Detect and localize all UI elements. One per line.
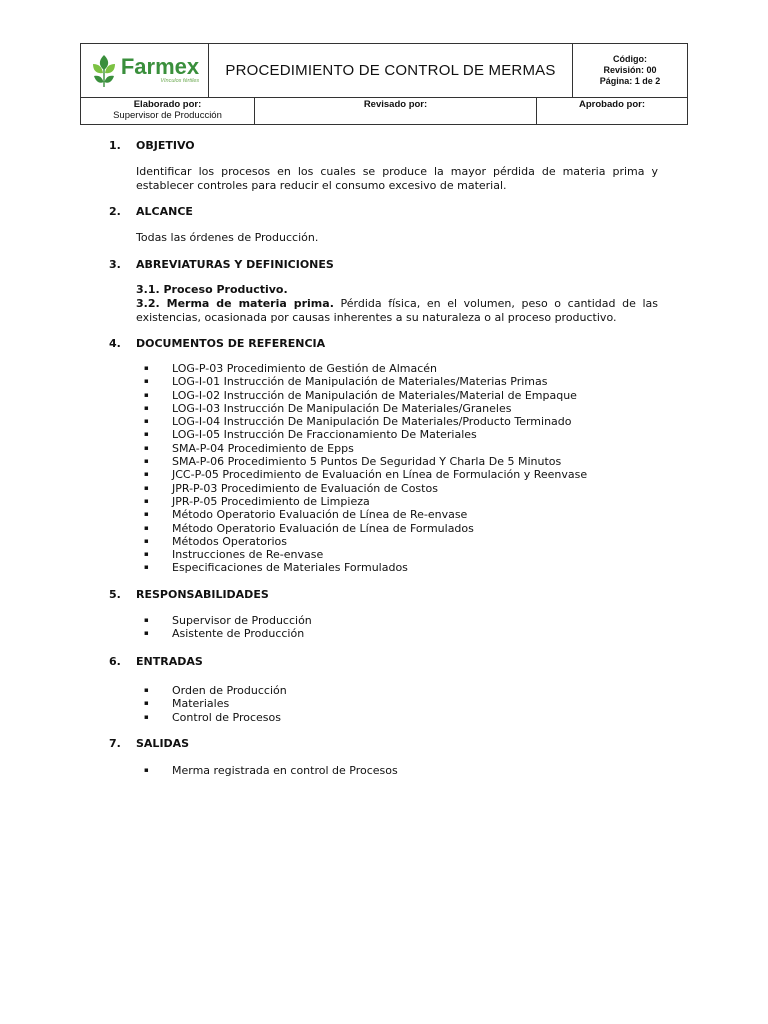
list-item-text: SMA-P-06 Procedimiento 5 Puntos De Seguridad Y Charla De 5 Minutos: [172, 455, 562, 469]
list-item-text: LOG-I-04 Instrucción De Manipulación De Materiales/Producto Terminado: [172, 415, 572, 429]
bullet-icon: ▪: [144, 712, 149, 721]
definition-merma: [136, 297, 658, 324]
list-item: [144, 764, 398, 777]
list-item-text: JPR-P-05 Procedimiento de Limpieza: [172, 494, 370, 508]
section-number: 4.: [109, 337, 121, 350]
section-title: RESPONSABILIDADES: [136, 588, 269, 601]
section-number: 6.: [109, 655, 121, 668]
list-item: [144, 495, 587, 508]
revision-label: Revisión: 00: [603, 65, 657, 75]
list-item: [144, 415, 587, 428]
elaborado-value: Supervisor de Producción: [113, 110, 222, 121]
list-item-text: SMA-P-04 Procedimiento de Epps: [172, 441, 354, 455]
bullet-icon: ▪: [144, 417, 149, 426]
aprobado-cell: [537, 98, 687, 124]
section-number: 1.: [109, 139, 121, 152]
section-documentos-heading: [109, 337, 669, 350]
bullet-icon: ▪: [144, 629, 149, 638]
definition-merma-text: Pérdida física, en el volumen, peso o cantidad de las existencias, ocasionada por causas inherentes a su naturaleza o al proceso productivo.: [136, 297, 659, 324]
list-item: [144, 442, 587, 455]
bullet-icon: ▪: [144, 686, 149, 694]
list-item-text: JCC-P-05 Procedimiento de Evaluación en Línea de Formulación y Reenvase: [172, 468, 588, 482]
list-item: [144, 522, 587, 535]
section-number: 7.: [109, 737, 121, 750]
list-item: [144, 561, 587, 574]
list-item-text: Instrucciones de Re-envase: [172, 548, 324, 562]
list-item-text: LOG-I-01 Instrucción de Manipulación de Materiales/Materias Primas: [172, 375, 548, 389]
list-item: [144, 375, 587, 388]
list-item-text: Método Operatorio Evaluación de Línea de Re-envase: [172, 508, 468, 522]
list-item-text: Método Operatorio Evaluación de Línea de Formulados: [172, 521, 474, 535]
section-abreviaturas-heading: [109, 258, 669, 271]
list-item: [144, 548, 587, 561]
bullet-icon: ▪: [144, 699, 149, 708]
bullet-icon: ▪: [144, 536, 149, 545]
bullet-icon: ▪: [144, 496, 149, 505]
document-header-table: [80, 43, 688, 125]
list-item-text: Materiales: [172, 697, 230, 711]
bullet-icon: ▪: [144, 390, 149, 399]
section-responsabilidades-heading: [109, 588, 669, 601]
section-salidas-heading: [109, 737, 669, 750]
list-item: [144, 697, 287, 710]
farmex-logo: [81, 44, 209, 97]
bullet-icon: ▪: [144, 430, 149, 439]
bullet-icon: ▪: [144, 550, 149, 559]
bullet-icon: ▪: [144, 483, 149, 492]
definition-proceso-productivo: 3.1. Proceso Productivo.: [136, 283, 288, 296]
documentos-list: [144, 362, 587, 575]
list-item: [144, 402, 587, 415]
bullet-icon: ▪: [144, 377, 149, 386]
leaf-logo-icon: [90, 54, 118, 88]
logo-wordmark: Farmex: [120, 54, 200, 79]
codigo-label: Código:: [613, 54, 647, 64]
list-item: [144, 428, 587, 441]
list-item-text: LOG-I-03 Instrucción De Manipulación De Materiales/Graneles: [172, 401, 512, 415]
definition-merma-title: 3.2. Merma de materia prima.: [136, 297, 334, 310]
bullet-icon: ▪: [144, 563, 149, 572]
list-item: [144, 508, 587, 521]
responsabilidades-list: [144, 614, 312, 641]
bullet-icon: ▪: [144, 766, 149, 774]
list-item: [144, 455, 587, 468]
section-objetivo-heading: [109, 139, 669, 152]
revisado-cell: [255, 98, 537, 124]
list-item: [144, 468, 587, 481]
alcance-text: Todas las órdenes de Producción.: [136, 231, 319, 244]
list-item-text: Asistente de Producción: [172, 627, 305, 641]
list-item-text: LOG-I-05 Instrucción De Fraccionamiento De Materiales: [172, 428, 477, 442]
section-entradas-heading: [109, 655, 669, 668]
aprobado-label: Aprobado por:: [579, 99, 645, 110]
list-item-text: JPR-P-03 Procedimiento de Evaluación de Costos: [172, 481, 438, 495]
pagina-label: Página: 1 de 2: [599, 76, 661, 86]
section-title: ALCANCE: [136, 205, 193, 218]
section-title: ABREVIATURAS Y DEFINICIONES: [136, 258, 334, 271]
entradas-list: [144, 684, 287, 724]
list-item-text: LOG-I-02 Instrucción de Manipulación de Materiales/Material de Empaque: [172, 388, 577, 402]
bullet-icon: ▪: [144, 443, 149, 452]
document-title: PROCEDIMIENTO DE CONTROL DE MERMAS: [209, 44, 573, 97]
list-item-text: Especificaciones de Materiales Formulados: [172, 561, 408, 575]
section-number: 3.: [109, 258, 121, 271]
list-item: [144, 614, 312, 627]
section-title: SALIDAS: [136, 737, 190, 750]
list-item-text: LOG-P-03 Procedimiento de Gestión de Almacén: [172, 362, 438, 375]
section-number: 5.: [109, 588, 121, 601]
list-item: [144, 711, 287, 724]
elaborado-cell: [81, 98, 255, 124]
list-item-text: Orden de Producción: [172, 684, 287, 697]
bullet-icon: ▪: [144, 403, 149, 412]
salidas-list: [144, 764, 398, 777]
list-item-text: Control de Procesos: [172, 710, 281, 724]
section-title: OBJETIVO: [136, 139, 195, 152]
bullet-icon: ▪: [144, 364, 149, 372]
revisado-label: Revisado por:: [363, 99, 428, 110]
list-item-text: Métodos Operatorios: [172, 534, 287, 548]
section-number: 2.: [109, 205, 121, 218]
list-item: [144, 627, 312, 640]
bullet-icon: ▪: [144, 470, 149, 479]
section-title: ENTRADAS: [136, 655, 203, 668]
bullet-icon: ▪: [144, 523, 149, 532]
list-item-text: Merma registrada en control de Procesos: [172, 764, 398, 777]
list-item: [144, 389, 587, 402]
elaborado-label: Elaborado por:: [133, 99, 202, 110]
bullet-icon: ▪: [144, 510, 149, 519]
document-meta: [573, 44, 687, 97]
section-title: DOCUMENTOS DE REFERENCIA: [136, 337, 326, 350]
section-alcance-heading: [109, 205, 669, 218]
list-item: [144, 362, 587, 375]
list-item: [144, 482, 587, 495]
objetivo-text: Identificar los procesos en los cuales se produce la mayor pérdida de materia prima y establecer controles para reducir el consumo excesivo de material.: [136, 165, 658, 192]
bullet-icon: ▪: [144, 457, 149, 466]
logo-tagline: Vínculos fértiles: [160, 78, 200, 84]
list-item: [144, 535, 587, 548]
bullet-icon: ▪: [144, 616, 149, 624]
list-item-text: Supervisor de Producción: [172, 614, 312, 627]
list-item: [144, 684, 287, 697]
